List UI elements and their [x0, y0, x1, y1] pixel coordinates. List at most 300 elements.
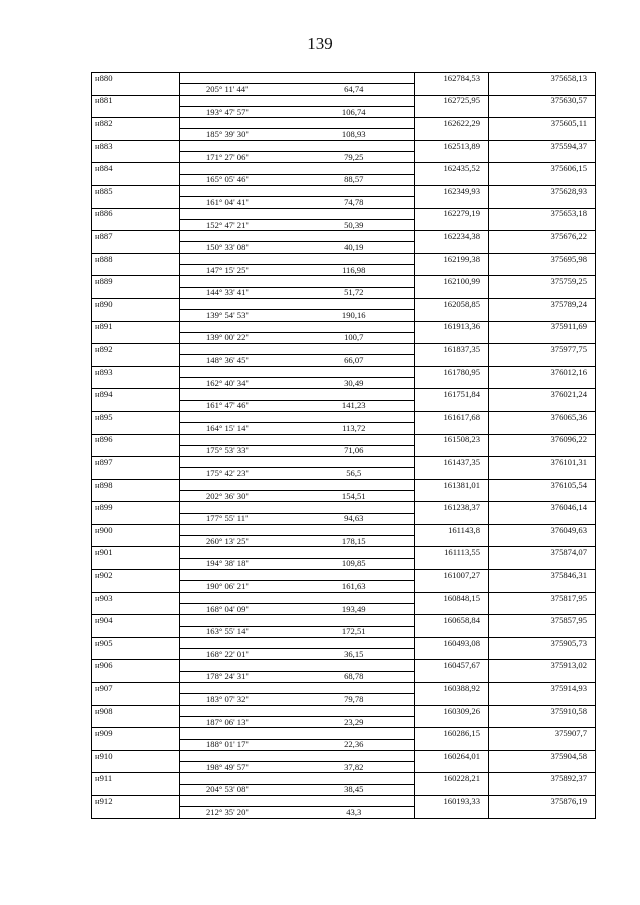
empty-cell: [180, 321, 294, 332]
empty-cell: [415, 603, 489, 614]
point-id: н903: [92, 592, 180, 603]
y-coordinate: 375977,75: [489, 344, 596, 355]
empty-cell: [294, 185, 415, 196]
segment-length: 43,3: [294, 807, 415, 818]
direction-angle: 147° 15' 25": [180, 265, 294, 276]
y-coordinate: 376021,24: [489, 389, 596, 400]
empty-cell: [294, 570, 415, 581]
table-row: [92, 276, 596, 287]
empty-cell: [92, 490, 180, 501]
empty-cell: [415, 468, 489, 479]
empty-cell: [415, 287, 489, 298]
point-id: н909: [92, 728, 180, 739]
empty-cell: [92, 558, 180, 569]
direction-angle: 194° 38' 18": [180, 558, 294, 569]
direction-angle: 187° 06' 13": [180, 716, 294, 727]
empty-cell: [489, 129, 596, 140]
y-coordinate: 375914,93: [489, 683, 596, 694]
direction-angle: 150° 33' 08": [180, 242, 294, 253]
empty-cell: [489, 558, 596, 569]
x-coordinate: 161837,35: [415, 344, 489, 355]
empty-cell: [294, 118, 415, 129]
x-coordinate: 162725,95: [415, 95, 489, 106]
y-coordinate: 376012,16: [489, 366, 596, 377]
segment-length: 66,07: [294, 355, 415, 366]
empty-cell: [180, 615, 294, 626]
empty-cell: [92, 152, 180, 163]
empty-cell: [415, 490, 489, 501]
segment-length: 56,5: [294, 468, 415, 479]
empty-cell: [415, 332, 489, 343]
direction-angle: 162° 40' 34": [180, 378, 294, 389]
segment-length: 100,7: [294, 332, 415, 343]
empty-cell: [180, 140, 294, 151]
empty-cell: [294, 524, 415, 535]
x-coordinate: 160228,21: [415, 773, 489, 784]
empty-cell: [489, 468, 596, 479]
x-coordinate: 161381,01: [415, 479, 489, 490]
y-coordinate: 375910,58: [489, 705, 596, 716]
empty-cell: [294, 389, 415, 400]
direction-angle: 260° 13' 25": [180, 536, 294, 547]
segment-length: 36,15: [294, 649, 415, 660]
empty-cell: [180, 524, 294, 535]
point-id: н889: [92, 276, 180, 287]
table-row: [92, 626, 596, 637]
empty-cell: [415, 378, 489, 389]
empty-cell: [489, 197, 596, 208]
empty-cell: [92, 84, 180, 95]
empty-cell: [489, 807, 596, 818]
segment-length: 50,39: [294, 219, 415, 230]
direction-angle: 175° 53' 33": [180, 445, 294, 456]
empty-cell: [415, 716, 489, 727]
empty-cell: [415, 242, 489, 253]
empty-cell: [415, 445, 489, 456]
empty-cell: [92, 106, 180, 117]
empty-cell: [180, 163, 294, 174]
empty-cell: [92, 332, 180, 343]
empty-cell: [92, 468, 180, 479]
empty-cell: [180, 434, 294, 445]
empty-cell: [180, 298, 294, 309]
table-row: [92, 750, 596, 761]
empty-cell: [180, 185, 294, 196]
empty-cell: [180, 73, 294, 84]
table-row: [92, 570, 596, 581]
empty-cell: [92, 807, 180, 818]
y-coordinate: 375911,69: [489, 321, 596, 332]
segment-length: 38,45: [294, 784, 415, 795]
segment-length: 30,49: [294, 378, 415, 389]
segment-length: 88,57: [294, 174, 415, 185]
table-row: [92, 95, 596, 106]
segment-length: 154,51: [294, 490, 415, 501]
empty-cell: [415, 581, 489, 592]
direction-angle: 190° 06' 21": [180, 581, 294, 592]
table-row: [92, 106, 596, 117]
point-id: н883: [92, 140, 180, 151]
table-row: [92, 423, 596, 434]
table-row: [92, 773, 596, 784]
empty-cell: [489, 219, 596, 230]
x-coordinate: 162234,38: [415, 231, 489, 242]
empty-cell: [294, 547, 415, 558]
table-row: [92, 163, 596, 174]
empty-cell: [294, 457, 415, 468]
empty-cell: [489, 310, 596, 321]
empty-cell: [294, 298, 415, 309]
table-row: [92, 502, 596, 513]
empty-cell: [415, 106, 489, 117]
segment-length: 190,16: [294, 310, 415, 321]
direction-angle: 139° 00' 22": [180, 332, 294, 343]
empty-cell: [415, 129, 489, 140]
y-coordinate: 376065,36: [489, 411, 596, 422]
empty-cell: [92, 603, 180, 614]
empty-cell: [294, 502, 415, 513]
table-row: [92, 332, 596, 343]
point-id: н910: [92, 750, 180, 761]
point-id: н896: [92, 434, 180, 445]
empty-cell: [180, 253, 294, 264]
segment-length: 116,98: [294, 265, 415, 276]
empty-cell: [294, 479, 415, 490]
point-id: н911: [92, 773, 180, 784]
direction-angle: 177° 55' 11": [180, 513, 294, 524]
point-id: н892: [92, 344, 180, 355]
segment-length: 106,74: [294, 106, 415, 117]
empty-cell: [294, 140, 415, 151]
table-row: [92, 762, 596, 773]
point-id: н884: [92, 163, 180, 174]
direction-angle: 168° 22' 01": [180, 649, 294, 660]
empty-cell: [415, 513, 489, 524]
direction-angle: 205° 11' 44": [180, 84, 294, 95]
empty-cell: [489, 603, 596, 614]
empty-cell: [180, 773, 294, 784]
point-id: н898: [92, 479, 180, 490]
empty-cell: [92, 174, 180, 185]
direction-angle: 168° 04' 09": [180, 603, 294, 614]
x-coordinate: 160264,01: [415, 750, 489, 761]
empty-cell: [180, 502, 294, 513]
table-row: [92, 287, 596, 298]
direction-angle: 152° 47' 21": [180, 219, 294, 230]
table-row: [92, 208, 596, 219]
empty-cell: [415, 784, 489, 795]
empty-cell: [294, 163, 415, 174]
empty-cell: [294, 750, 415, 761]
empty-cell: [294, 95, 415, 106]
direction-angle: 185° 39' 30": [180, 129, 294, 140]
table-row: [92, 344, 596, 355]
table-row: [92, 310, 596, 321]
point-id: н904: [92, 615, 180, 626]
point-id: н912: [92, 796, 180, 807]
segment-length: 161,63: [294, 581, 415, 592]
point-id: н908: [92, 705, 180, 716]
point-id: н902: [92, 570, 180, 581]
table-row: [92, 683, 596, 694]
empty-cell: [180, 592, 294, 603]
table-row: [92, 366, 596, 377]
table-row: [92, 231, 596, 242]
empty-cell: [92, 265, 180, 276]
empty-cell: [489, 265, 596, 276]
empty-cell: [92, 716, 180, 727]
coordinate-table: [91, 72, 596, 819]
table-row: [92, 796, 596, 807]
empty-cell: [180, 276, 294, 287]
empty-cell: [180, 208, 294, 219]
empty-cell: [92, 219, 180, 230]
empty-cell: [415, 355, 489, 366]
empty-cell: [415, 671, 489, 682]
empty-cell: [415, 400, 489, 411]
segment-length: 68,78: [294, 671, 415, 682]
direction-angle: 161° 04' 41": [180, 197, 294, 208]
table-row: [92, 197, 596, 208]
y-coordinate: 375913,02: [489, 660, 596, 671]
empty-cell: [92, 400, 180, 411]
empty-cell: [415, 197, 489, 208]
y-coordinate: 375605,11: [489, 118, 596, 129]
table-row: [92, 400, 596, 411]
empty-cell: [294, 411, 415, 422]
empty-cell: [180, 389, 294, 400]
y-coordinate: 375676,22: [489, 231, 596, 242]
table-row: [92, 242, 596, 253]
segment-length: 94,63: [294, 513, 415, 524]
empty-cell: [294, 208, 415, 219]
direction-angle: 178° 24' 31": [180, 671, 294, 682]
x-coordinate: 161780,95: [415, 366, 489, 377]
point-id: н888: [92, 253, 180, 264]
y-coordinate: 375904,58: [489, 750, 596, 761]
empty-cell: [180, 796, 294, 807]
empty-cell: [294, 615, 415, 626]
table-row: [92, 389, 596, 400]
segment-length: 23,29: [294, 716, 415, 727]
x-coordinate: 160457,67: [415, 660, 489, 671]
x-coordinate: 162100,99: [415, 276, 489, 287]
table-row: [92, 434, 596, 445]
point-id: н907: [92, 683, 180, 694]
empty-cell: [489, 423, 596, 434]
direction-angle: 202° 36' 30": [180, 490, 294, 501]
empty-cell: [294, 728, 415, 739]
y-coordinate: 375630,57: [489, 95, 596, 106]
empty-cell: [294, 796, 415, 807]
empty-cell: [92, 671, 180, 682]
x-coordinate: 160193,33: [415, 796, 489, 807]
x-coordinate: 160848,15: [415, 592, 489, 603]
segment-length: 178,15: [294, 536, 415, 547]
x-coordinate: 160658,84: [415, 615, 489, 626]
y-coordinate: 376096,22: [489, 434, 596, 445]
table-row: [92, 73, 596, 84]
empty-cell: [92, 129, 180, 140]
segment-length: 22,36: [294, 739, 415, 750]
point-id: н905: [92, 637, 180, 648]
empty-cell: [415, 265, 489, 276]
empty-cell: [92, 310, 180, 321]
empty-cell: [180, 231, 294, 242]
direction-angle: 165° 05' 46": [180, 174, 294, 185]
empty-cell: [489, 355, 596, 366]
x-coordinate: 162435,52: [415, 163, 489, 174]
empty-cell: [180, 95, 294, 106]
y-coordinate: 375789,24: [489, 298, 596, 309]
x-coordinate: 162784,53: [415, 73, 489, 84]
empty-cell: [294, 660, 415, 671]
empty-cell: [294, 73, 415, 84]
empty-cell: [415, 694, 489, 705]
segment-length: 51,72: [294, 287, 415, 298]
y-coordinate: 375594,37: [489, 140, 596, 151]
table-row: [92, 728, 596, 739]
empty-cell: [489, 378, 596, 389]
table-row: [92, 321, 596, 332]
table-row: [92, 615, 596, 626]
y-coordinate: 376046,14: [489, 502, 596, 513]
empty-cell: [489, 626, 596, 637]
segment-length: 108,93: [294, 129, 415, 140]
segment-length: 109,85: [294, 558, 415, 569]
empty-cell: [180, 118, 294, 129]
empty-cell: [489, 242, 596, 253]
empty-cell: [489, 739, 596, 750]
x-coordinate: 161913,36: [415, 321, 489, 332]
empty-cell: [415, 536, 489, 547]
point-id: н895: [92, 411, 180, 422]
x-coordinate: 161508,23: [415, 434, 489, 445]
empty-cell: [294, 773, 415, 784]
empty-cell: [489, 716, 596, 727]
segment-length: 79,78: [294, 694, 415, 705]
page-number: 139: [307, 34, 333, 53]
x-coordinate: 162199,38: [415, 253, 489, 264]
empty-cell: [415, 310, 489, 321]
x-coordinate: 162622,29: [415, 118, 489, 129]
empty-cell: [294, 434, 415, 445]
x-coordinate: 162058,85: [415, 298, 489, 309]
direction-angle: 161° 47' 46": [180, 400, 294, 411]
segment-length: 71,06: [294, 445, 415, 456]
point-id: н891: [92, 321, 180, 332]
table-row: [92, 637, 596, 648]
table-row: [92, 378, 596, 389]
empty-cell: [489, 649, 596, 660]
segment-length: 113,72: [294, 423, 415, 434]
y-coordinate: 375892,37: [489, 773, 596, 784]
y-coordinate: 376101,31: [489, 457, 596, 468]
direction-angle: 188° 01' 17": [180, 739, 294, 750]
coordinate-table-body: [92, 73, 596, 819]
point-id: н886: [92, 208, 180, 219]
empty-cell: [92, 536, 180, 547]
y-coordinate: 375874,07: [489, 547, 596, 558]
table-row: [92, 716, 596, 727]
table-row: [92, 739, 596, 750]
direction-angle: 144° 33' 41": [180, 287, 294, 298]
table-row: [92, 411, 596, 422]
empty-cell: [415, 174, 489, 185]
table-row: [92, 355, 596, 366]
segment-length: 141,23: [294, 400, 415, 411]
x-coordinate: 161437,35: [415, 457, 489, 468]
table-row: [92, 603, 596, 614]
direction-angle: 175° 42' 23": [180, 468, 294, 479]
point-id: н901: [92, 547, 180, 558]
point-id: н899: [92, 502, 180, 513]
empty-cell: [294, 705, 415, 716]
empty-cell: [180, 728, 294, 739]
y-coordinate: 375653,18: [489, 208, 596, 219]
table-row: [92, 298, 596, 309]
point-id: н897: [92, 457, 180, 468]
segment-length: 172,51: [294, 626, 415, 637]
empty-cell: [415, 152, 489, 163]
table-row: [92, 457, 596, 468]
table-row: [92, 152, 596, 163]
empty-cell: [180, 637, 294, 648]
table-row: [92, 468, 596, 479]
table-row: [92, 265, 596, 276]
empty-cell: [92, 649, 180, 660]
y-coordinate: 375907,7: [489, 728, 596, 739]
table-row: [92, 174, 596, 185]
empty-cell: [294, 276, 415, 287]
table-row: [92, 536, 596, 547]
empty-cell: [92, 287, 180, 298]
direction-angle: 212° 35' 20": [180, 807, 294, 818]
empty-cell: [489, 287, 596, 298]
empty-cell: [489, 762, 596, 773]
empty-cell: [180, 570, 294, 581]
y-coordinate: 375628,93: [489, 185, 596, 196]
empty-cell: [489, 671, 596, 682]
empty-cell: [180, 457, 294, 468]
x-coordinate: 160309,26: [415, 705, 489, 716]
empty-cell: [92, 242, 180, 253]
x-coordinate: 160286,15: [415, 728, 489, 739]
x-coordinate: 161617,68: [415, 411, 489, 422]
direction-angle: 171° 27' 06": [180, 152, 294, 163]
point-id: н885: [92, 185, 180, 196]
point-id: н887: [92, 231, 180, 242]
x-coordinate: 161113,55: [415, 547, 489, 558]
empty-cell: [415, 739, 489, 750]
table-row: [92, 129, 596, 140]
empty-cell: [180, 366, 294, 377]
direction-angle: 193° 47' 57": [180, 106, 294, 117]
empty-cell: [294, 683, 415, 694]
x-coordinate: 160388,92: [415, 683, 489, 694]
y-coordinate: 375817,95: [489, 592, 596, 603]
empty-cell: [489, 536, 596, 547]
empty-cell: [415, 807, 489, 818]
table-row: [92, 807, 596, 818]
y-coordinate: 375857,95: [489, 615, 596, 626]
empty-cell: [415, 649, 489, 660]
empty-cell: [92, 739, 180, 750]
segment-length: 74,78: [294, 197, 415, 208]
table-row: [92, 253, 596, 264]
point-id: н893: [92, 366, 180, 377]
empty-cell: [92, 513, 180, 524]
